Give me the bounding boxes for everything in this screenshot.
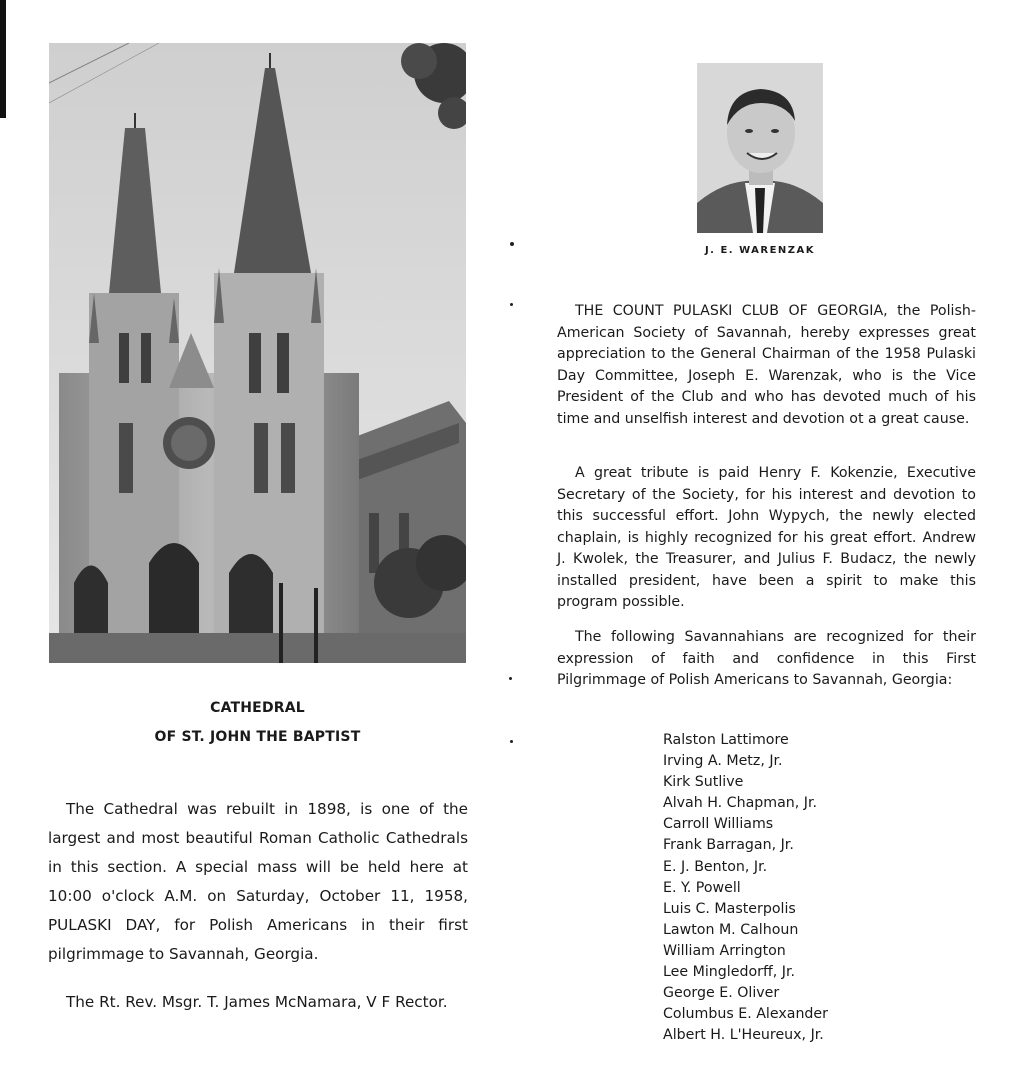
portrait-photo bbox=[697, 63, 823, 233]
savannahians-list bbox=[663, 730, 828, 1046]
list-item: Carroll Williams bbox=[663, 816, 774, 833]
print-speck bbox=[510, 242, 514, 246]
print-speck bbox=[510, 740, 513, 743]
list-item: George E. Oliver bbox=[663, 985, 780, 1002]
list-item: Irving A. Metz, Jr. bbox=[663, 753, 783, 770]
list-item: Ralston Lattimore bbox=[663, 732, 789, 748]
print-speck bbox=[510, 303, 513, 306]
list-item: Luis C. Masterpolis bbox=[663, 900, 796, 917]
list-item: William Arrington bbox=[663, 942, 786, 959]
rector-signature: The Rt. Rev. Msgr. T. James McNamara, V F Rector. bbox=[66, 993, 448, 1011]
paragraph-appreciation: THE COUNT PULASKI CLUB OF GEORGIA, the Polish-American Society of Savannah, hereby expresses great appreciation to the General Chairman of the 1958 Pulaski Day Committee, Joseph E. Warenzak, who is the Vice President of the Club and who has devoted much of his time and unselfish interest and devotion ot a great cause. bbox=[557, 303, 976, 427]
list-item: E. J. Benton, Jr. bbox=[663, 858, 768, 875]
list-item: Lee Mingledorff, Jr. bbox=[663, 964, 796, 981]
list-item: Albert H. L'Heureux, Jr. bbox=[663, 1027, 824, 1044]
list-item: Kirk Sutlive bbox=[663, 774, 744, 791]
cathedral-photo bbox=[49, 43, 466, 663]
list-item: Alvah H. Chapman, Jr. bbox=[663, 795, 818, 812]
print-speck bbox=[509, 677, 512, 680]
list-item: Columbus E. Alexander bbox=[663, 1006, 828, 1023]
list-item: E. Y. Powell bbox=[663, 879, 741, 896]
portrait-caption: J. E. WARENZAK bbox=[704, 245, 816, 256]
list-item: Lawton M. Calhoun bbox=[663, 921, 799, 938]
paragraph-recognition: The following Savannahians are recognized for their expression of faith and confidence in this First Pilgrimmage of Polish Americans to Savannah, Georgia: bbox=[557, 629, 976, 688]
cathedral-description: The Cathedral was rebuilt in 1898, is one of the largest and most beautiful Roman Catholic Cathedrals in this section. A special mass will be held here at 10:00 o'clock A.M. on Saturday, October 11, 1958, PULASKI DAY, for Polish Americans in their first pilgrimmage to Savannah, Georgia. bbox=[48, 800, 468, 963]
photo-caption-line-1: CATHEDRAL bbox=[210, 700, 305, 716]
paragraph-tribute: A great tribute is paid Henry F. Kokenzie, Executive Secretary of the Society, for his interest and devotion to this successful effort. John Wypych, the newly elected chaplain, is highly recognized for his great effort. Andrew J. Kwolek, the Treasurer, and Julius F. Budacz, the newly installed president, have been a spirit to make this program possible. bbox=[557, 465, 976, 610]
list-item: Frank Barragan, Jr. bbox=[663, 837, 794, 854]
page-binding-edge bbox=[0, 0, 6, 118]
photo-caption-line-2: OF ST. JOHN THE BAPTIST bbox=[154, 729, 361, 745]
